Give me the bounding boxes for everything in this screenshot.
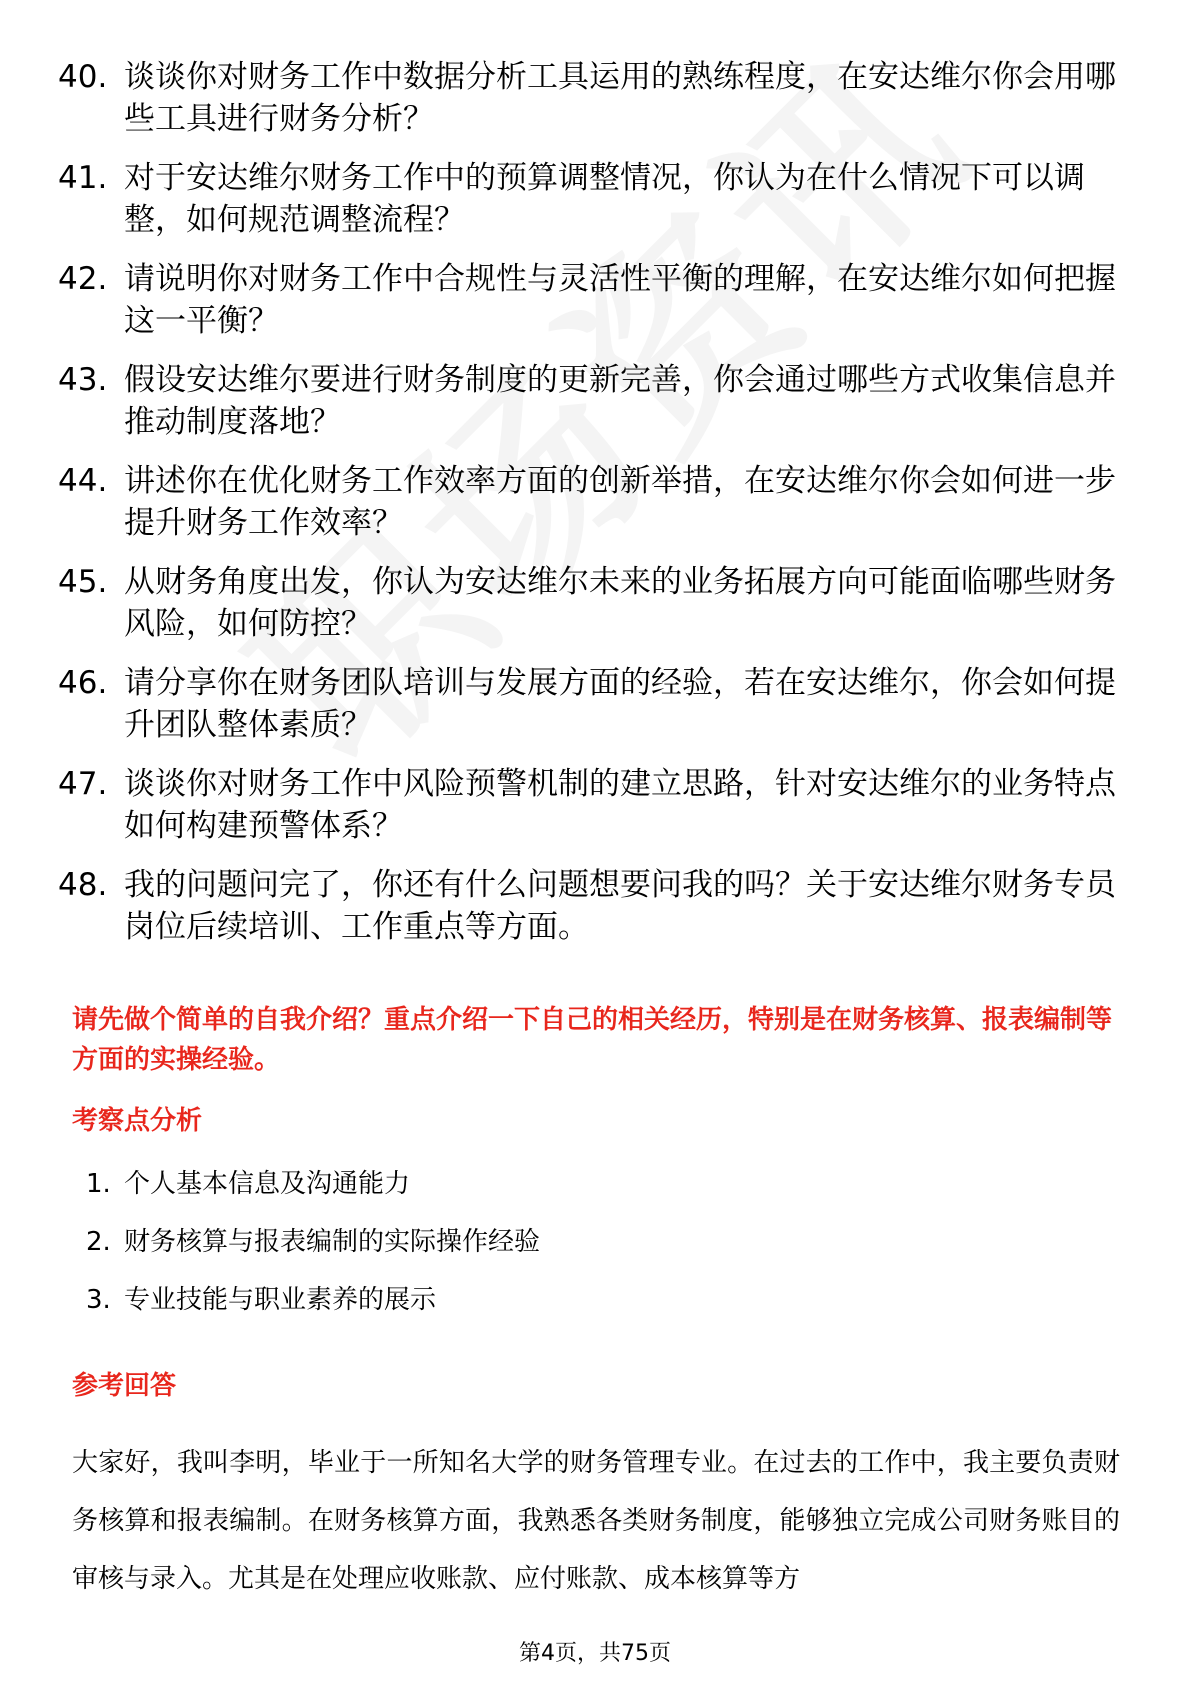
- question-item: [58, 157, 1118, 241]
- question-item: [58, 258, 1118, 342]
- question-number: 45.: [58, 564, 108, 600]
- analysis-item-text: 专业技能与职业素养的展示: [124, 1285, 437, 1315]
- question-text: 讲述你在优化财务工作效率方面的创新举措，在安达维尔你会如何进一步提升财务工作效率？: [124, 463, 1116, 541]
- question-item: [58, 56, 1118, 140]
- question-number: 42.: [58, 261, 108, 297]
- question-text: 请说明你对财务工作中合规性与灵活性平衡的理解，在安达维尔如何把握这一平衡？: [124, 261, 1116, 339]
- question-number: 48.: [58, 867, 108, 903]
- reference-answer: 大家好，我叫李明，毕业于一所知名大学的财务管理专业。在过去的工作中，我主要负责财务核算和报表编制。在财务核算方面，我熟悉各类财务制度，能够独立完成公司财务账目的审核与录入。尤其是在处理应收账款、应付账款、成本核算等方: [72, 1448, 1120, 1594]
- question-text: 谈谈你对财务工作中数据分析工具运用的熟练程度，在安达维尔你会用哪些工具进行财务分析？: [124, 59, 1116, 137]
- analysis-item: [86, 1282, 540, 1318]
- question-text: 谈谈你对财务工作中风险预警机制的建立思路，针对安达维尔的业务特点如何构建预警体系？: [124, 766, 1116, 844]
- question-item: [58, 460, 1118, 544]
- question-number: 46.: [58, 665, 108, 701]
- question-list: [58, 56, 1118, 965]
- analysis-item: [86, 1166, 540, 1202]
- analysis-item-text: 财务核算与报表编制的实际操作经验: [124, 1227, 541, 1257]
- highlight-question: 请先做个简单的自我介绍？重点介绍一下自己的相关经历，特别是在财务核算、报表编制等方面的实操经验。: [72, 1005, 1113, 1075]
- question-text: 对于安达维尔财务工作中的预算调整情况，你认为在什么情况下可以调整，如何规范调整流程？: [124, 160, 1085, 238]
- analysis-item-number: 3.: [86, 1285, 111, 1315]
- analysis-heading: 考察点分析: [72, 1106, 203, 1136]
- question-item: [58, 763, 1118, 847]
- analysis-item-number: 2.: [86, 1227, 111, 1257]
- page-footer: 第4页，共75页: [519, 1641, 671, 1666]
- analysis-item-number: 1.: [86, 1169, 111, 1199]
- question-item: [58, 864, 1118, 948]
- question-item: [58, 359, 1118, 443]
- question-number: 44.: [58, 463, 108, 499]
- reference-heading: 参考回答: [72, 1371, 177, 1401]
- analysis-item-text: 个人基本信息及沟通能力: [124, 1169, 411, 1199]
- question-number: 47.: [58, 766, 108, 802]
- question-number: 40.: [58, 59, 108, 95]
- question-number: 43.: [58, 362, 108, 398]
- analysis-item: [86, 1224, 540, 1260]
- question-number: 41.: [58, 160, 108, 196]
- question-text: 请分享你在财务团队培训与发展方面的经验，若在安达维尔，你会如何提升团队整体素质？: [124, 665, 1116, 743]
- question-text: 我的问题问完了，你还有什么问题想要问我的吗？关于安达维尔财务专员岗位后续培训、工作重点等方面。: [124, 867, 1116, 945]
- analysis-list: [86, 1166, 540, 1340]
- question-item: [58, 561, 1118, 645]
- question-item: [58, 662, 1118, 746]
- question-text: 假设安达维尔要进行财务制度的更新完善，你会通过哪些方式收集信息并推动制度落地？: [124, 362, 1116, 440]
- question-text: 从财务角度出发，你认为安达维尔未来的业务拓展方向可能面临哪些财务风险，如何防控？: [124, 564, 1116, 642]
